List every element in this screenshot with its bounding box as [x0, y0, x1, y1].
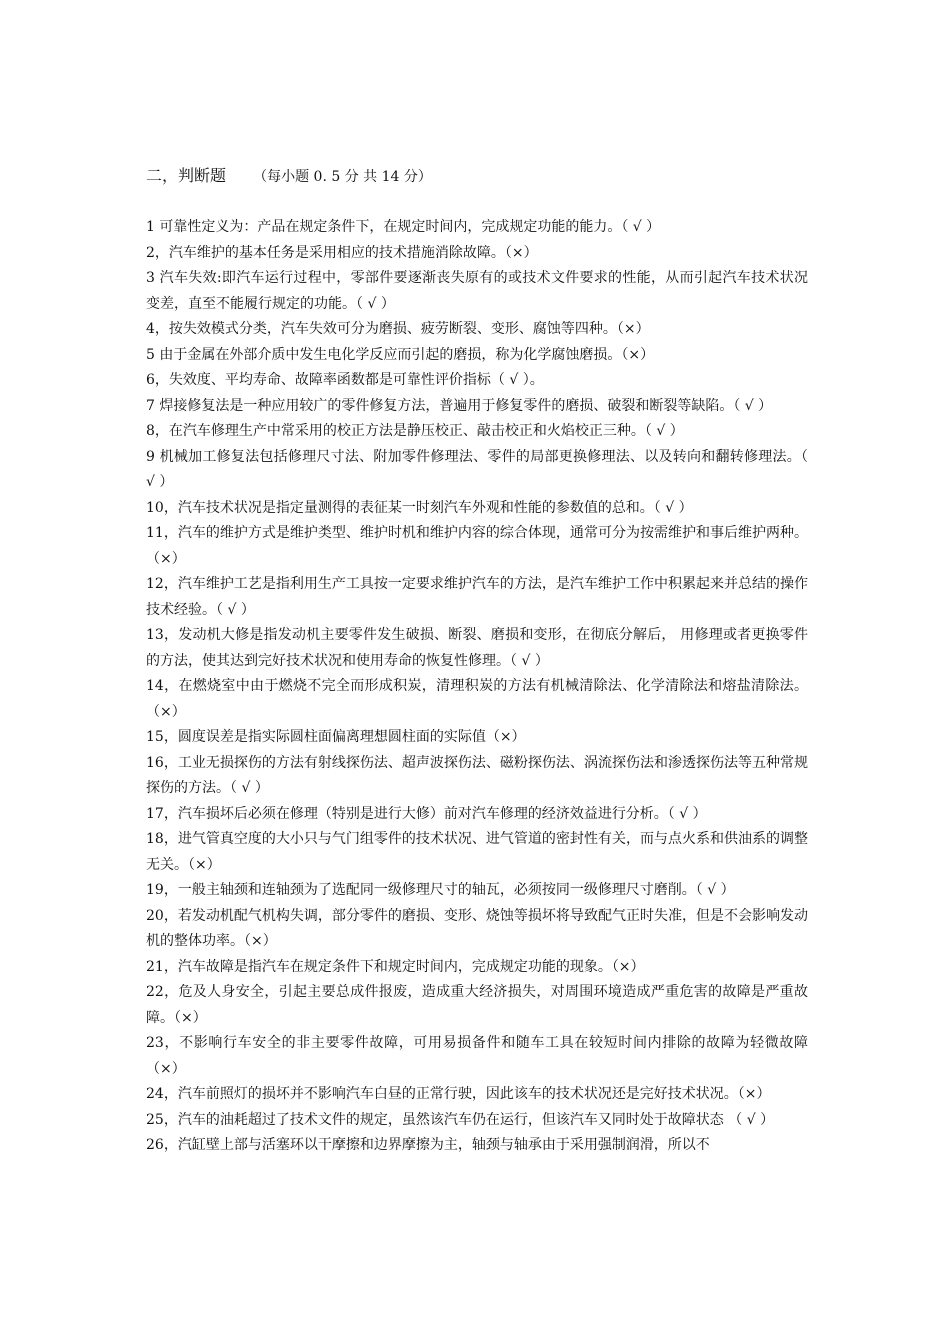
section-subtitle: （每小题 0. 5 分 共 14 分） [253, 169, 432, 185]
question-item: 26，汽缸壁上部与活塞环以干摩擦和边界摩擦为主，轴颈与轴承由于采用强制润滑，所以不 [146, 1137, 710, 1153]
question-item: 16，工业无损探伤的方法有射线探伤法、超声波探伤法、磁粉探伤法、涡流探伤法和渗透探伤法等五种常规探伤的方法。（ √ ） [146, 754, 808, 796]
question-item: 19，一般主轴颈和连轴颈为了选配同一级修理尺寸的轴瓦，必须按同一级修理尺寸磨削。（ √ ） [146, 882, 735, 898]
section-title: 二，判断题 [146, 166, 227, 185]
section-heading [146, 164, 432, 189]
question-item: 8，在汽车修理生产中常采用的校正方法是静压校正、敲击校正和火焰校正三种。（ √ ） [146, 423, 684, 439]
question-item: 9 机械加工修复法包括修理尺寸法、附加零件修理法、零件的局部更换修理法、以及转向和翻转修理法。（ √ ） [146, 448, 808, 490]
question-item: 10，汽车技术状况是指定量测得的表征某一时刻汽车外观和性能的参数值的总和。（ √ ） [146, 499, 693, 516]
question-item: 21，汽车故障是指汽车在规定条件下和规定时间内，完成规定功能的现象。（×） [146, 958, 645, 975]
question-item: 15，圆度误差是指实际圆柱面偏离理想圆柱面的实际值（×） [146, 729, 526, 745]
question-item: 4，按失效模式分类，汽车失效可分为磨损、疲劳断裂、变形、腐蚀等四种。（×） [146, 321, 650, 337]
question-item: 13，发动机大修是指发动机主要零件发生破损、断裂、磨损和变形，在彻底分解后， 用修理或者更换零件的方法，使其达到完好技术状况和使用寿命的恢复性修理。（ √ ） [146, 627, 808, 669]
question-item: 5 由于金属在外部介质中发生电化学反应而引起的磨损，称为化学腐蚀磨损。（×） [146, 346, 655, 363]
question-item: 20，若发动机配气机构失调，部分零件的磨损、变形、烧蚀等损坏将导致配气正时失准，但是不会影响发动机的整体功率。（×） [146, 907, 808, 949]
question-item: 6，失效度、平均寿命、故障率函数都是可靠性评价指标（ √ ）。 [146, 372, 544, 388]
question-item: 7 焊接修复法是一种应用较广的零件修复方法，普遍用于修复零件的磨损、破裂和断裂等缺陷。（ √ ） [146, 397, 773, 414]
question-item: 14，在燃烧室中由于燃烧不完全而形成积炭，清理积炭的方法有机械清除法、化学清除法和熔盐清除法。（×） [146, 678, 808, 720]
question-item: 3 汽车失效:即汽车运行过程中，零部件要逐渐丧失原有的或技术文件要求的性能，从而引起汽车技术状况变差，直至不能履行规定的功能。（ √ ） [146, 270, 808, 312]
question-item: 24，汽车前照灯的损坏并不影响汽车白昼的正常行驶，因此该车的技术状况还是完好技术状况。（×） [146, 1086, 771, 1102]
question-item: 25，汽车的油耗超过了技术文件的规定，虽然该汽车仍在运行，但该汽车又同时处于故障状态 （ √ ） [146, 1111, 775, 1128]
question-item: 2，汽车维护的基本任务是采用相应的技术措施消除故障。（×） [146, 244, 538, 261]
question-item: 22，危及人身安全，引起主要总成件报废，造成重大经济损失，对周围环境造成严重危害的故障是严重故障。（×） [146, 984, 808, 1026]
question-item: 1 可靠性定义为：产品在规定条件下，在规定时间内，完成规定功能的能力。（ √ ） [146, 219, 661, 235]
question-item: 23，不影响行车安全的非主要零件故障，可用易损备件和随车工具在较短时间内排除的故障为轻微故障（×） [146, 1035, 808, 1077]
question-item: 12，汽车维护工艺是指利用生产工具按一定要求维护汽车的方法，是汽车维护工作中积累起来并总结的操作技术经验。（ √ ） [146, 576, 808, 618]
question-item: 11，汽车的维护方式是维护类型、维护时机和维护内容的综合体现，通常可分为按需维护和事后维护两种。（×） [146, 525, 808, 567]
question-item: 18，进气管真空度的大小只与气门组零件的技术状况、进气管道的密封性有关，而与点火系和供油系的调整无关。（×） [146, 831, 808, 873]
question-list [146, 215, 808, 1159]
question-item: 17，汽车损坏后必须在修理（特别是进行大修）前对汽车修理的经济效益进行分析。（ √ ） [146, 805, 707, 822]
